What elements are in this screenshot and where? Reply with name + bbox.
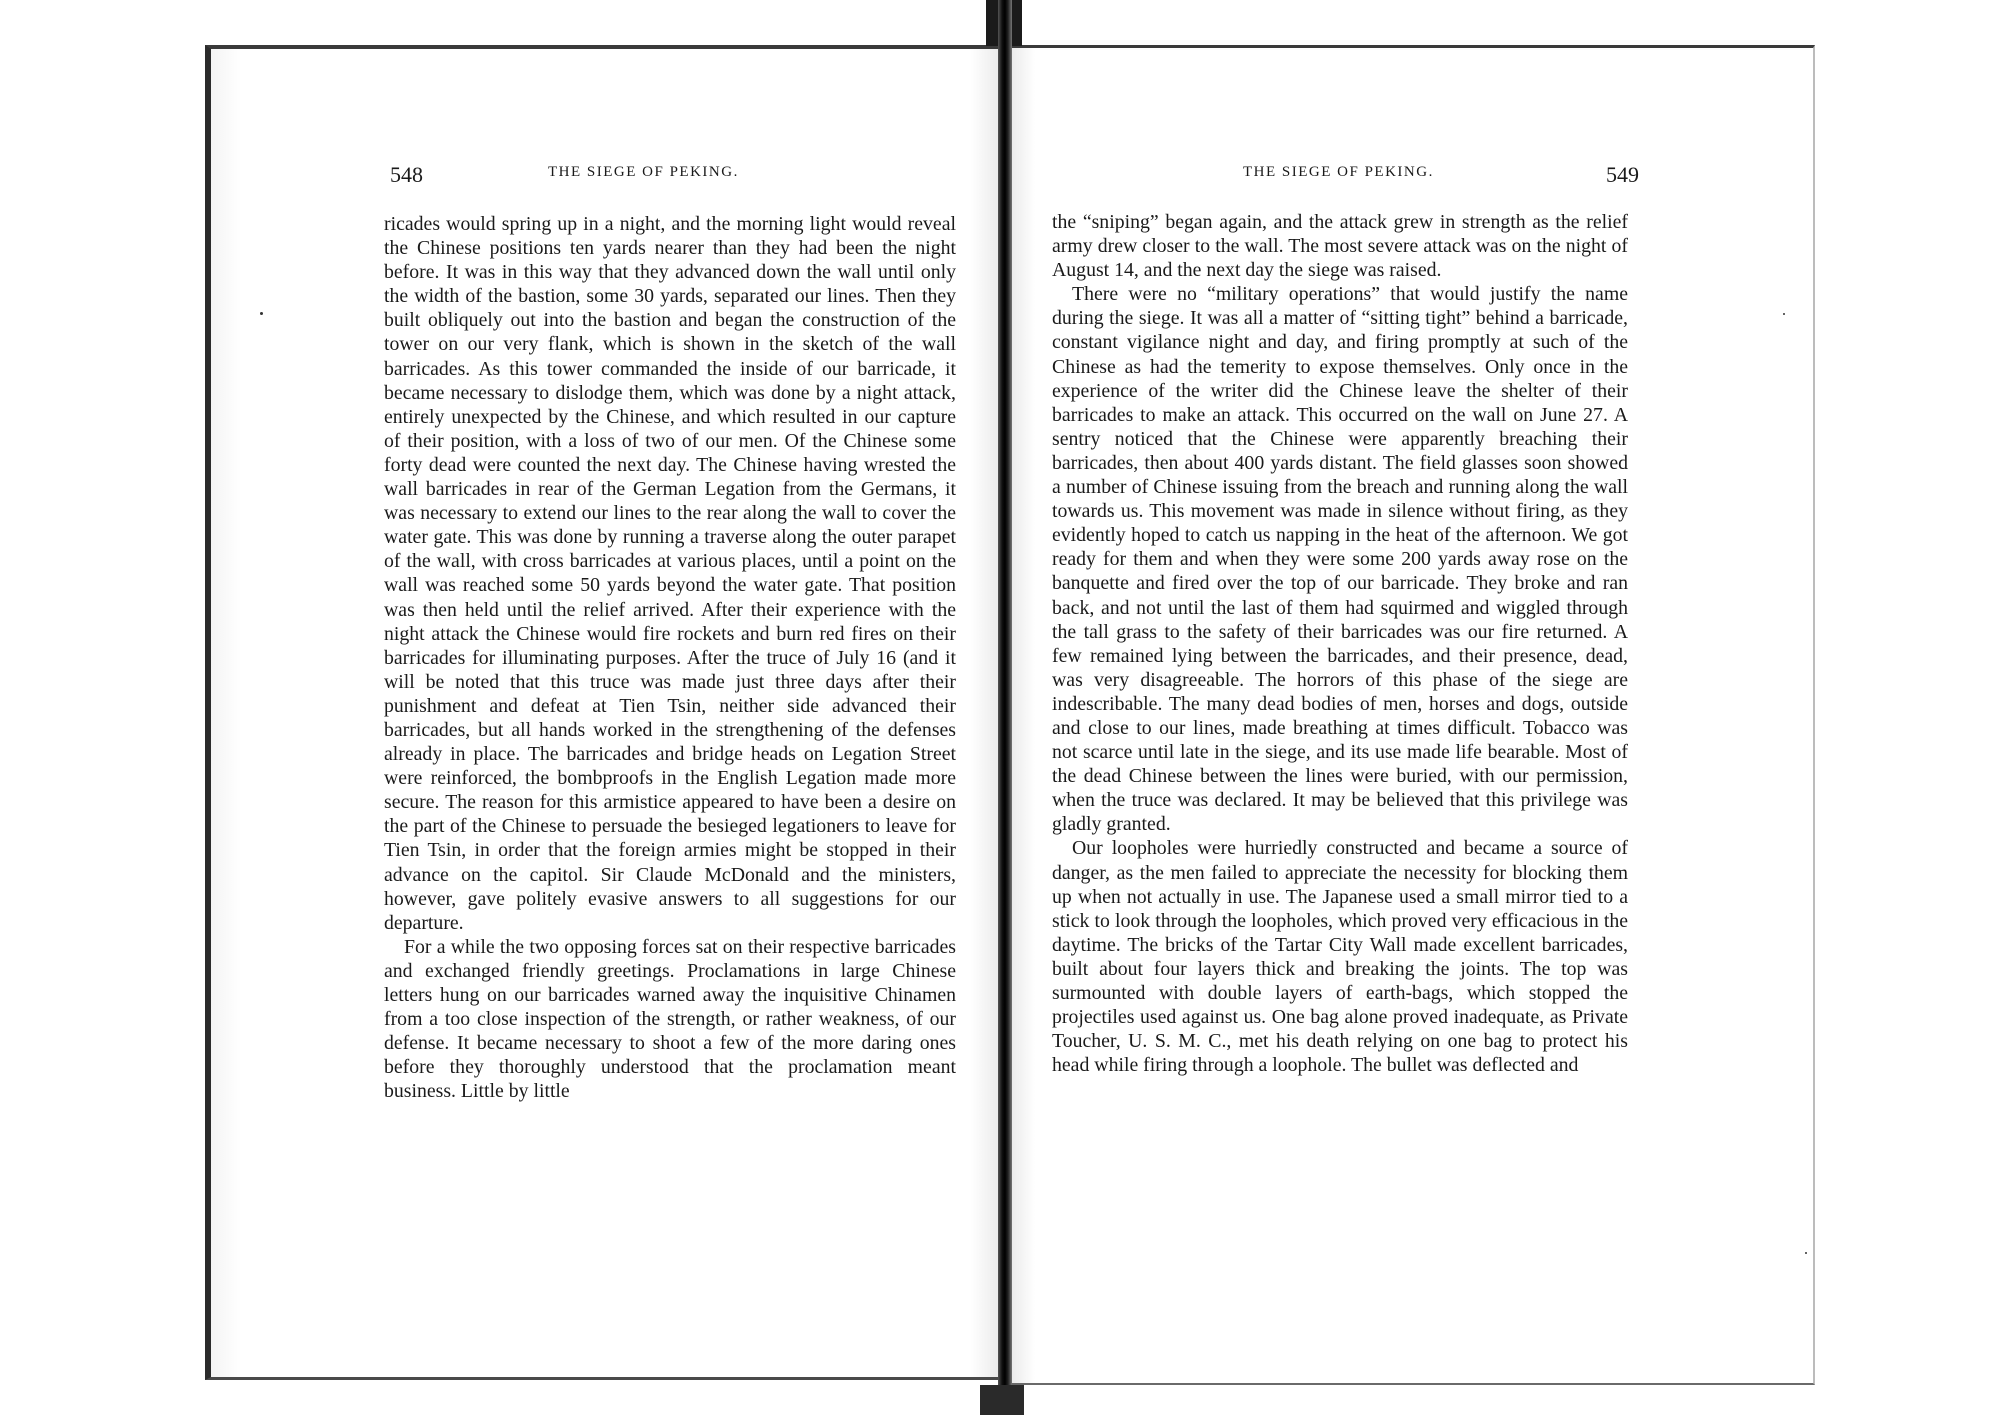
right-body-text xyxy=(1052,210,1628,1077)
book-gutter xyxy=(998,0,1012,1415)
dust-speck xyxy=(1805,1252,1807,1254)
right-page-number: 549 xyxy=(1606,162,1639,187)
binding-bottom xyxy=(980,1385,1024,1415)
paragraph: Our loopholes were hurriedly constructed and became a source of danger, as the men failed to appreciate the necessity for blocking them up when not actually in use. The Japanese used a small mirror tied to a stick to look through the loopholes, which proved very efficacious in the daytime. The bricks of the Tartar City Wall made excellent barricades, built about four layers thick and breaking the joints. The top was surmounted with double layers of earth-bags, which stopped the projectiles used against us. One bag alone proved inadequate, as Private Toucher, U. S. M. C., met his death relying on one bag to protect his head while firing through a loophole. The bullet was deflected and xyxy=(1052,837,1628,1077)
paragraph: the “sniping” began again, and the attack grew in strength as the relief army drew closer to the wall. The most severe attack was on the night of August 14, and the next day the siege was raised. xyxy=(1052,211,1628,282)
paragraph: There were no “military operations” that would justify the name during the siege. It was all a matter of “sitting tight” behind a barricade, constant vigilance night and day, and firing promptly at such of the Chinese as had the temerity to expose themselves. Only once in the experience of the writer did the Chinese leave the shelter of their barricades to make an attack. This occurred on the wall on June 27. A sentry noticed that the Chinese were apparently breaching their barricades, then about 400 yards distant. The field glasses soon showed a number of Chinese issuing from the breach and running along the wall towards us. This movement was made in silence without firing, as they evidently hoped to catch us napping in the heat of the afternoon. We got ready for them and when they were some 200 yards away rose on the banquette and fired over the top of our barricade. They broke and ran back, and not until the last of them had squirmed and wiggled through the tall grass to the safety of their barricades was our fire returned. A few remained lying between the barricades, and their presence, dead, was very disagreeable. The horrors of this phase of the siege are indescribable. The many dead bodies of men, horses and dogs, outside and close to our lines, made breathing at times difficult. Tobacco was not scarce until late in the siege, and its use made life bearable. Most of the dead Chinese between the lines were buried, with our permission, when the truce was declared. It may be believed that this privilege was gladly granted. xyxy=(1052,283,1628,836)
left-page-number: 548 xyxy=(390,162,423,187)
left-running-head: THE SIEGE OF PEKING. xyxy=(548,164,739,180)
dust-speck xyxy=(1783,313,1785,315)
paragraph: For a while the two opposing forces sat on their respective barricades and exchanged friendly greetings. Proclamations in large Chinese letters hung on our barricades warned away the inquisitive Chinamen from a too close inspection of the strength, or rather weakness, of our defense. It became necessary to shoot a few of the more daring ones before they thoroughly understood that the proclamation meant business. Little by little xyxy=(384,935,956,1103)
paragraph: ricades would spring up in a night, and the morning light would reveal the Chinese positions ten yards nearer than they had been the night before. It was in this way that they advanced down the wall until only the width of the bastion, some 30 yards, separated our lines. Then they built obliquely out into the bastion and began the construction of the tower on our very flank, which is shown in the sketch of the wall barricades. As this tower commanded the inside of our barricade, it became necessary to dislodge them, which was done by a night attack, entirely unexpected by the Chinese, and which resulted in our capture of their position, with a loss of two of our men. Of the Chinese some forty dead were counted the next day. The Chinese having wrested the wall barricades in rear of the German Legation from the Germans, it was necessary to extend our lines to the rear along the wall to cover the water gate. This was done by running a traverse along the outer parapet of the wall, with cross barricades at various places, until a point on the wall was reached some 50 yards beyond the water gate. That position was then held until the relief arrived. After their experience with the night attack the Chinese would fire rockets and burn red fires on their barricades for illuminating purposes. After the truce of July 16 (and it will be noted that this truce was made just three days after their punishment and defeat at Tien Tsin, neither side advanced their barricades, but all hands worked in the strengthening of the defenses already in place. The barricades and bridge heads on Legation Street were reinforced, the bombproofs in the English Legation made more secure. The reason for this armistice appeared to have been a desire on the part of the Chinese to persuade the besieged legationers to leave for Tien Tsin, in order that the foreign armies might be stopped in their advance on the capitol. Sir Claude McDonald and the ministers, however, gave politely evasive answers to all suggestions for our departure. xyxy=(384,213,956,934)
dust-speck xyxy=(260,312,263,315)
right-running-head: THE SIEGE OF PEKING. xyxy=(1243,164,1434,180)
left-body-text xyxy=(384,212,956,1103)
